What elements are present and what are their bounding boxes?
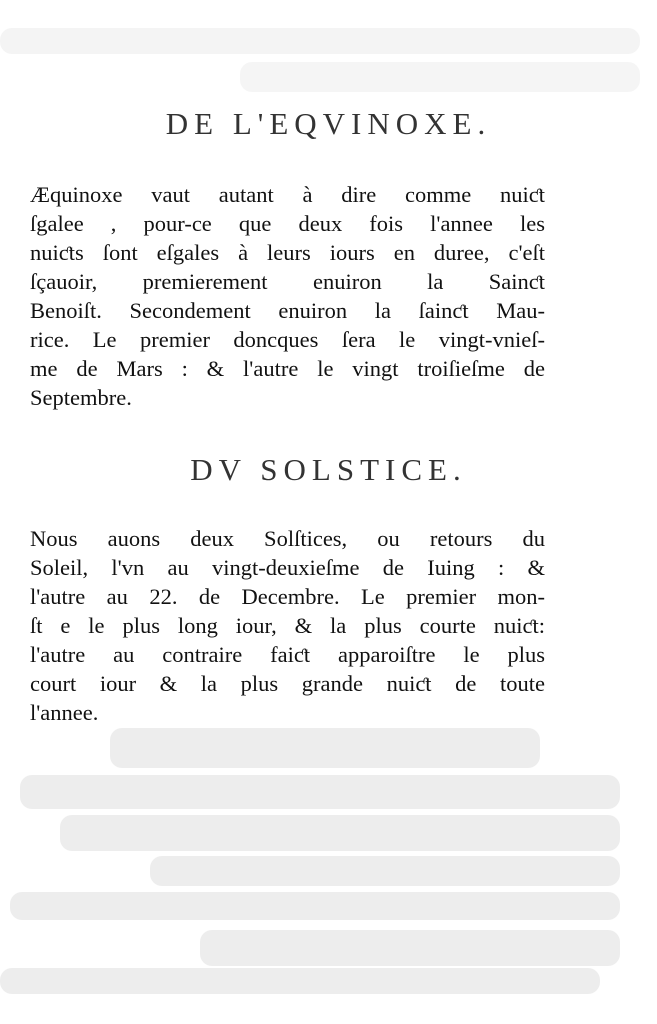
text-line: Septembre. — [30, 385, 132, 410]
scan-smudge — [110, 728, 540, 768]
text-line: Nous auons deux Solſtices, ou retours du — [30, 526, 545, 551]
scan-smudge — [200, 930, 620, 966]
text-line: ſçauoir, premierement enuiron la Sainƈt — [30, 269, 545, 294]
text-line: Soleil, l'vn au vingt-deuxieſme de Iuing : & — [30, 555, 545, 580]
section-heading-equinoxe: DE L'EQVINOXE. — [165, 106, 492, 141]
text-line: ſgalee , pour-ce que deux fois l'annee les — [30, 211, 545, 236]
text-line: court iour & la plus grande nuiƈt de toute — [30, 671, 545, 696]
scan-smudge — [0, 28, 640, 54]
scan-smudge — [10, 892, 620, 920]
text-line: ſt e le plus long iour, & la plus courte nuiƈt: — [30, 613, 545, 638]
text-line: Æquinoxe vaut autant à dire comme nuiƈt — [30, 182, 545, 207]
scan-smudge — [60, 815, 620, 851]
scan-smudge — [150, 856, 620, 886]
paragraph-solstice — [30, 524, 545, 727]
text-line: nuiƈts ſont eſgales à leurs iours en duree, c'eſt — [30, 240, 545, 265]
section-heading-solstice: DV SOLSTICE. — [190, 452, 467, 487]
paragraph-equinoxe — [30, 180, 545, 412]
text-line: l'annee. — [30, 700, 99, 725]
scan-smudge — [0, 968, 600, 994]
text-line: me de Mars : & l'autre le vingt troiſieſme de — [30, 356, 545, 381]
text-line: Benoiſt. Secondement enuiron la ſainƈt Mau- — [30, 298, 545, 323]
scan-smudge — [20, 775, 620, 809]
text-line: rice. Le premier doncques ſera le vingt-vnieſ- — [30, 327, 545, 352]
text-line: l'autre au 22. de Decembre. Le premier mon- — [30, 584, 545, 609]
text-line: l'autre au contraire faiƈt apparoiſtre le plus — [30, 642, 545, 667]
scan-smudge — [240, 62, 640, 92]
